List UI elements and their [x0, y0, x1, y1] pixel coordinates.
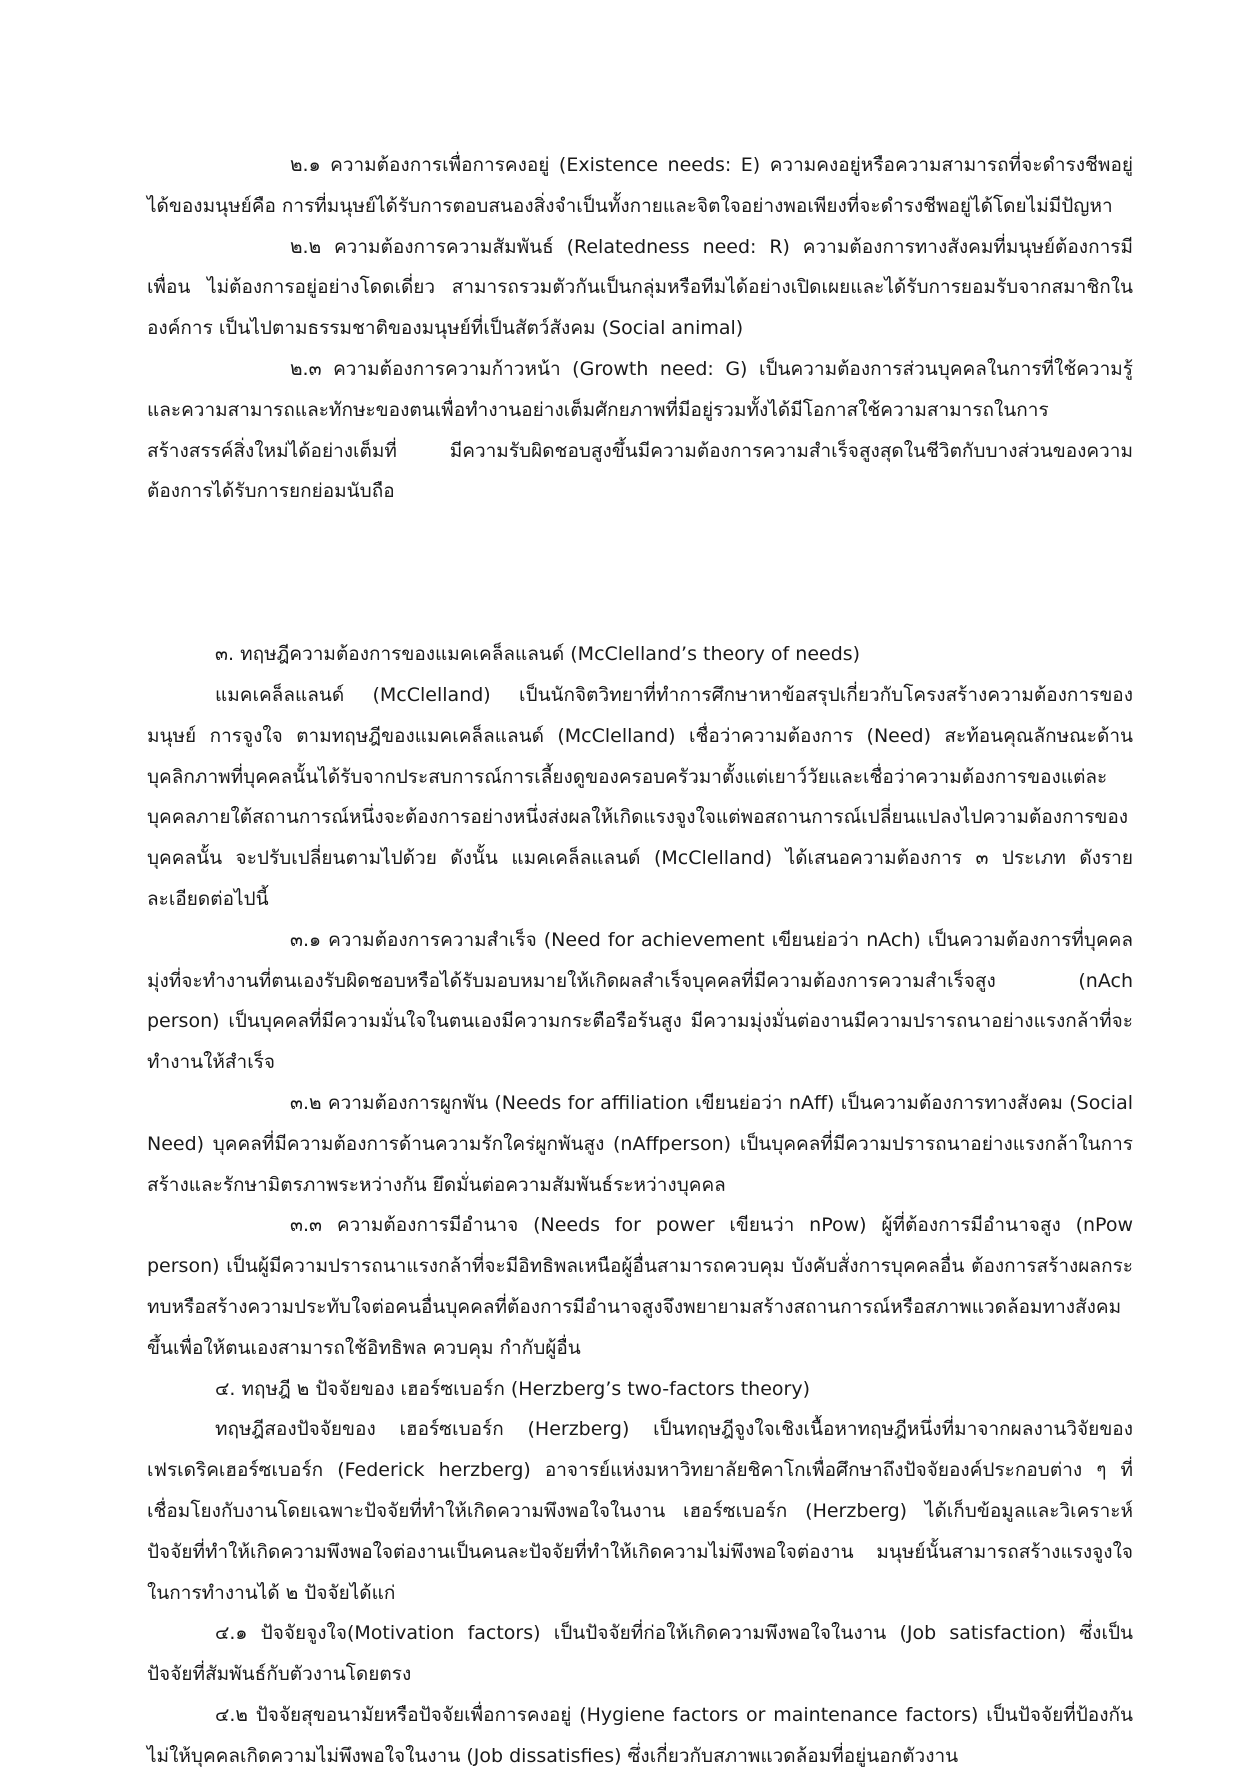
paragraph-existence-needs: ๒.๑ ความต้องการเพื่อการคงอยู่ (Existence needs: E) ความคงอยู่หรือความสามารถที่จะดำรงชีพอยู่ได้ของมนุษย์คือ การที่มนุษย์ได้รับการตอบสนองสิ่งจำเป็นทั้งกายและจิตใจอย่างพอเพียงที่จะดำรงชีพอยู่ได้โดยไม่มีปัญหา: [147, 154, 1133, 217]
paragraph-growth-need: ๒.๓ ความต้องการความก้าวหน้า (Growth need: G) เป็นความต้องการส่วนบุคคลในการที่ใช้ความรู้และความสามารถและทักษะของตนเพื่อทำงานอย่างเต็มศักยภาพที่มีอยู่รวมทั้งได้มีโอกาสใช้ความสามารถในการสร้างสรรค์สิ่งใหม่ได้อย่างเต็มที่ มีความรับผิดชอบสูงขึ้นมีความต้องการความสำเร็จสูงสุดในชีวิตกับบางส่วนของความต้องการได้รับการยกย่อมนับถือ: [147, 357, 1133, 503]
paragraph-motivation-factors: ๔.๑ ปัจจัยจูงใจ(Motivation factors) เป็นปัจจัยที่ก่อให้เกิดความพึงพอใจในงาน (Job satisfaction) ซึ่งเป็นปัจจัยที่สัมพันธ์กับตัวงานโดยตรง: [147, 1622, 1133, 1686]
paragraph-relatedness-need: ๒.๒ ความต้องการความสัมพันธ์ (Relatedness need: R) ความต้องการทางสังคมที่มนุษย์ต้องการมีเพื่อน ไม่ต้องการอยู่อย่างโดดเดี่ยว สามารถรวมตัวกันเป็นกลุ่มหรือทีมได้อย่างเปิดเผยและได้รับการยอมรับจากสมาชิกในองค์การ เป็นไปตามธรรมชาติของมนุษย์ที่เป็นสัตว์สังคม (Social animal): [147, 235, 1133, 340]
paragraph-need-achievement: ๓.๑ ความต้องการความสำเร็จ (Need for achievement เขียนย่อว่า nAch) เป็นความต้องการที่บุคคลมุ่งที่จะทำงานที่ตนเองรับผิดชอบหรือได้รับมอบหมายให้เกิดผลสำเร็จบุคคลที่มีความต้องการความสำเร็จสูง (nAch person) เป็นบุคคลที่มีความมั่นใจในตนเองมีความกระตือรือร้นสูง มีความมุ่งมั่นต่องานมีความปรารถนาอย่างแรงกล้าที่จะทำงานให้สำเร็จ: [147, 928, 1133, 1074]
paragraph-herzberg-intro: ทฤษฎีสองปัจจัยของ เฮอร์ซเบอร์ก (Herzberg) เป็นทฤษฎีจูงใจเชิงเนื้อหาทฤษฎีหนึ่งที่มาจากผลงานวิจัยของ เฟรเดริคเฮอร์ซเบอร์ก (Federick herzberg) อาจารย์แห่งมหาวิทยาลัยชิคาโกเพื่อศึกษาถึงปัจจัยองค์ประกอบต่าง ๆ ที่เชื่อมโยงกับงานโดยเฉพาะปัจจัยที่ทำให้เกิดความพึงพอใจในงาน เฮอร์ซเบอร์ก (Herzberg) ได้เก็บข้อมูลและวิเคราะห์ ปัจจัยที่ทำให้เกิดความพึงพอใจต่องานเป็นคนละปัจจัยที่ทำให้เกิดความไม่พึงพอใจต่องาน มนุษย์นั้นสามารถสร้างแรงจูงใจในการทำงานได้ ๒ ปัจจัยได้แก่: [147, 1418, 1133, 1604]
document-page: [147, 145, 1133, 1776]
heading-herzberg-theory: ๔. ทฤษฎี ๒ ปัจจัยของ เฮอร์ซเบอร์ก (Herzberg’s two-factors theory): [215, 1377, 811, 1400]
paragraph-hygiene-factors: ๔.๒ ปัจจัยสุขอนามัยหรือปัจจัยเพื่อการคงอยู่ (Hygiene factors or maintenance factors) เป็นปัจจัยที่ป้องกันไม่ให้บุคคลเกิดความไม่พึงพอใจในงาน (Job dissatisfies) ซึ่งเกี่ยวกับสภาพแวดล้อมที่อยู่นอกตัวงาน: [147, 1703, 1133, 1767]
paragraph-need-power: ๓.๓ ความต้องการมีอำนาจ (Needs for power เขียนว่า nPow) ผู้ที่ต้องการมีอำนาจสูง (nPow person) เป็นผู้มีความปรารถนาแรงกล้าที่จะมีอิทธิพลเหนือผู้อื่นสามารถควบคุม บังคับสั่งการบุคคลอื่น ต้องการสร้างผลกระทบหรือสร้างความประทับใจต่อคนอื่นบุคคลที่ต้องการมีอำนาจสูงจึงพยายามสร้างสถานการณ์หรือสภาพแวดล้อมทางสังคมขึ้นเพื่อให้ตนเองสามารถใช้อิทธิพล ควบคุม กำกับผู้อื่น: [147, 1214, 1133, 1359]
paragraph-mcclelland-intro: แมคเคล็ลแลนด์ (McClelland) เป็นนักจิตวิทยาที่ทำการศึกษาหาข้อสรุปเกี่ยวกับโครงสร้างความต้องการของมนุษย์ การจูงใจ ตามทฤษฎีของแมคเคล็ลแลนด์ (McClelland) เชื่อว่าความต้องการ (Need) สะท้อนคุณลักษณะด้านบุคลิกภาพที่บุคคลนั้นได้รับจากประสบการณ์การเลี้ยงดูของครอบครัวมาตั้งแต่เยาว์วัยและเชื่อว่าความต้องการของแต่ละบุคคลภายใต้สถานการณ์หนึ่งจะต้องการอย่างหนึ่งส่งผลให้เกิดแรงจูงใจแต่พอสถานการณ์เปลี่ยนแปลงไปความต้องการของบุคคลนั้น จะปรับเปลี่ยนตามไปด้วย ดังนั้น แมคเคล็ลแลนด์ (McClelland) ได้เสนอความต้องการ ๓ ประเภท ดังรายละเอียดต่อไปนี้: [147, 683, 1133, 910]
heading-mcclelland-theory: ๓. ทฤษฎีความต้องการของแมคเคล็ลแลนด์ (McClelland’s theory of needs): [215, 643, 861, 666]
section-spacer: [147, 512, 1133, 634]
paragraph-need-affiliation: ๓.๒ ความต้องการผูกพัน (Needs for affiliation เขียนย่อว่า nAff) เป็นความต้องการทางสังคม (Social Need) บุคคลที่มีความต้องการด้านความรักใคร่ผูกพันสูง (nAffperson) เป็นบุคคลที่มีความปรารถนาอย่างแรงกล้าในการสร้างและรักษามิตรภาพระหว่างกัน ยึดมั่นต่อความสัมพันธ์ระหว่างบุคคล: [147, 1091, 1133, 1196]
